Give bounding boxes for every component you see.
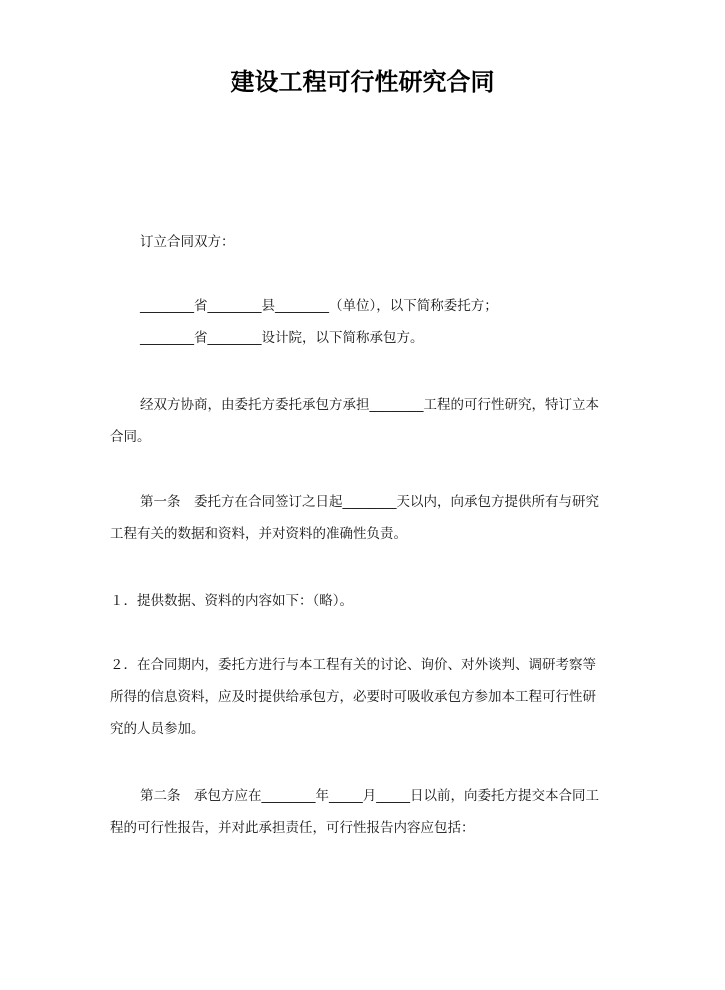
article-2-line-2: 程的可行性报告，并对此承担责任，可行性报告内容应包括： (110, 820, 475, 836)
intro-paragraph-line-2: 合同。 (110, 429, 151, 445)
item-2-line-1: ２．在合同期内，委托方进行与本工程有关的讨论、询价、对外谈判、调研考察等 (110, 657, 596, 673)
document-title: 建设工程可行性研究合同 (230, 68, 495, 96)
parties-heading: 订立合同双方： (140, 234, 235, 250)
party-contractor-line: ________省________设计院，以下简称承包方。 (140, 330, 424, 346)
item-1: １．提供数据、资料的内容如下：（略）。 (110, 593, 353, 609)
article-2-line-1: 第二条 承包方应在________年_____月_____日以前，向委托方提交本合同工 (140, 788, 599, 804)
article-1-line-2: 工程有关的数据和资料，并对资料的准确性负责。 (110, 526, 407, 542)
item-2-line-3: 究的人员参加。 (110, 721, 205, 737)
item-2-line-2: 所得的信息资料，应及时提供给承包方，必要时可吸收承包方参加本工程可行性研 (110, 689, 596, 705)
party-client-line: ________省________县________（单位），以下简称委托方； (140, 298, 498, 314)
article-1-line-1: 第一条 委托方在合同签订之日起________天以内，向承包方提供所有与研究 (140, 494, 599, 510)
intro-paragraph-line-1: 经双方协商，由委托方委托承包方承担________工程的可行性研究，特订立本 (140, 397, 599, 413)
